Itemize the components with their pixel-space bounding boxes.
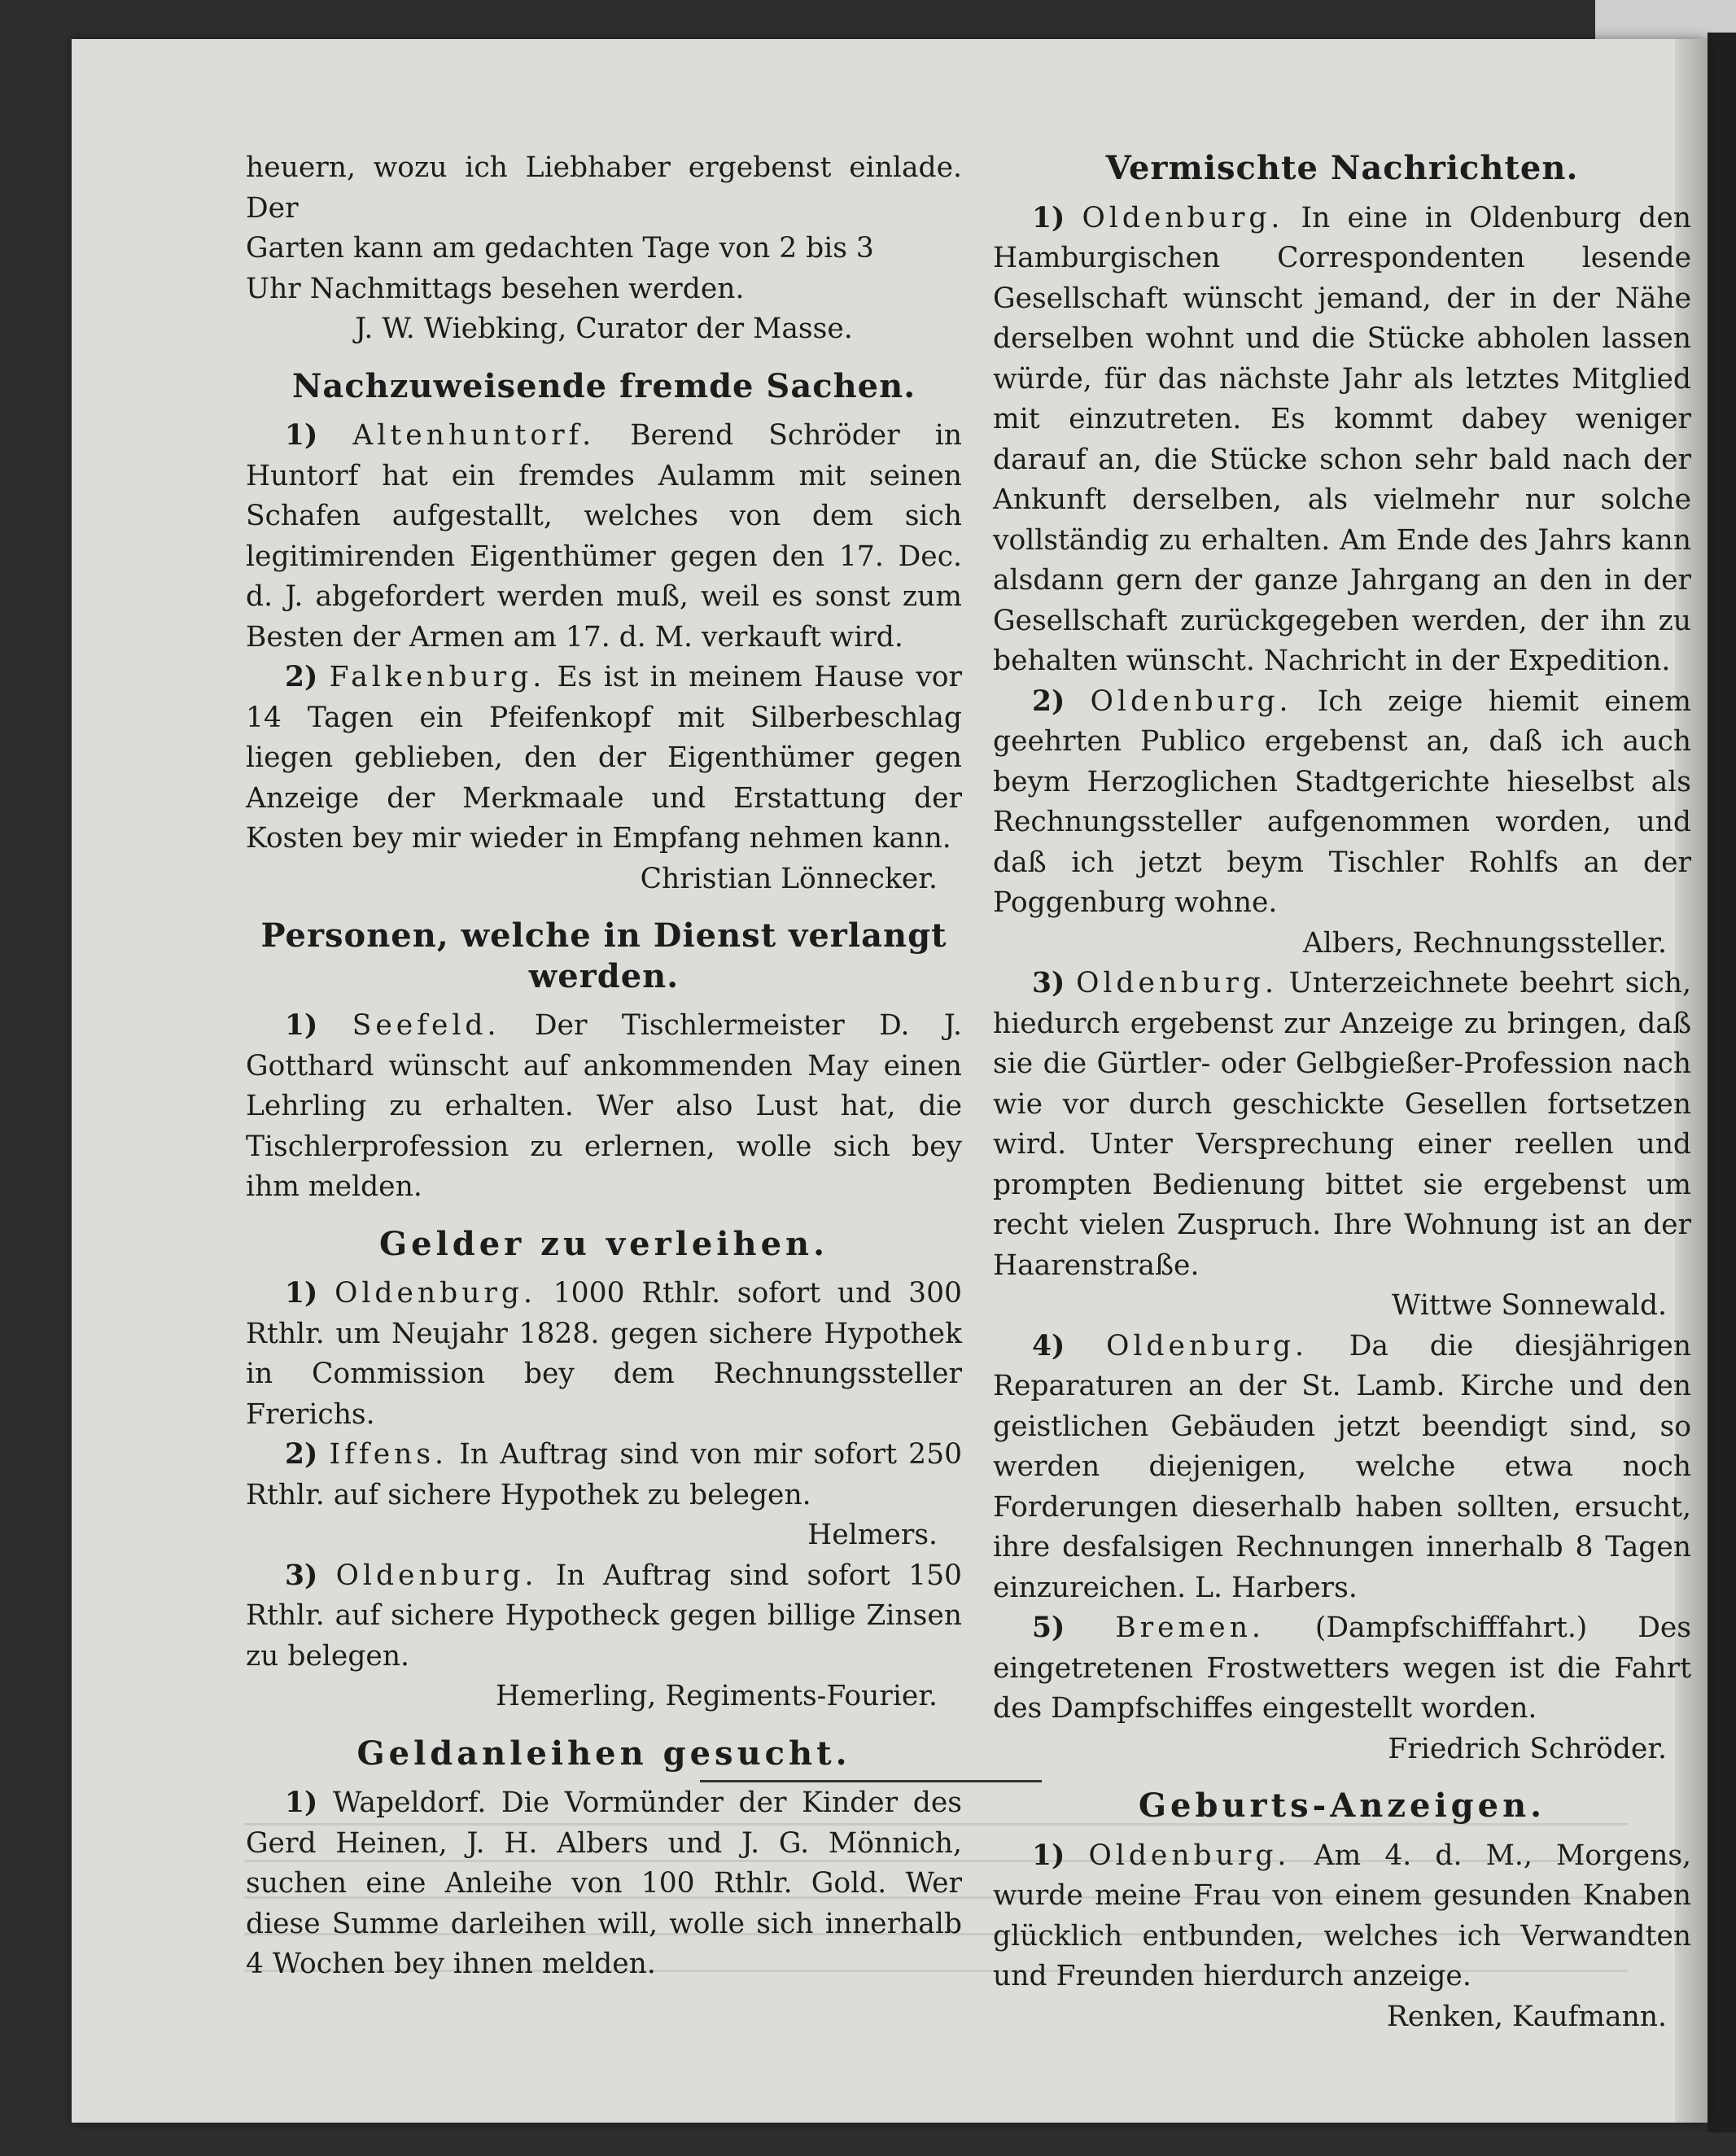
item-signature: L. Harbers. xyxy=(1195,1571,1358,1604)
notice-item xyxy=(993,1608,1691,1730)
item-place: Oldenburg. xyxy=(335,1277,536,1310)
notice-item xyxy=(993,682,1691,924)
item-place: Oldenburg. xyxy=(1090,684,1292,718)
item-place: Oldenburg. xyxy=(1082,201,1284,234)
item-number: 3) xyxy=(1032,967,1065,999)
section-heading: Gelder zu verleihen. xyxy=(378,1224,829,1263)
bleed-through-text xyxy=(244,1823,1628,2067)
notice-item xyxy=(246,1006,962,1208)
item-text: Am 4. d. M., Morgens, wurde meine Frau von einem gesunden Knaben glücklich entbunden, welches ich Verwandten und Freunden hierdurch anzeige. xyxy=(993,1839,1691,1992)
item-text: Der Tischlermeister D. J. Gotthard wünscht auf ankommenden May einen Lehrling zu erhalten. Wer also Lust hat, die Tischlerprofession zu erlernen, wolle sich bey ihm melden. xyxy=(246,1009,962,1203)
item-place: Oldenburg. xyxy=(1106,1329,1308,1362)
left-column xyxy=(246,148,962,1985)
notice-item xyxy=(246,1556,962,1677)
item-signature: Wittwe Sonnewald. xyxy=(1392,1289,1667,1322)
item-place: Altenhuntorf. xyxy=(352,419,596,452)
notice-item xyxy=(246,416,962,658)
notice-item xyxy=(246,658,962,859)
section-heading: Vermischte Nachrichten. xyxy=(1105,149,1579,187)
notice-item xyxy=(993,199,1691,682)
closing-rule xyxy=(700,1780,1042,1782)
item-text: In Auftrag sind von mir sofort 250 Rthlr. auf sichere Hypothek zu belegen. xyxy=(246,1438,963,1511)
item-number: 3) xyxy=(285,1559,318,1592)
right-column xyxy=(993,148,1691,2037)
item-number: 5) xyxy=(1032,1612,1065,1644)
item-text: Berend Schröder in Huntorf hat ein fremdes Aulamm mit seinen Schafen aufgestallt, welches von dem sich legitimirenden Eigenthümer gegen den 17. Dec. d. J. abgefordert werden muß, weil es sonst zum Besten der Armen am 17. d. M. verkauft wird. xyxy=(246,419,963,654)
item-signature: Christian Lönnecker. xyxy=(640,862,938,895)
item-place: Oldenburg. xyxy=(1076,967,1278,999)
item-text: In Auftrag sind sofort 150 Rthlr. auf sichere Hypotheck gegen billige Zinsen zu belegen. xyxy=(246,1559,963,1673)
item-number: 2) xyxy=(285,661,318,693)
item-text: Unterzeichnete beehrt sich, hiedurch ergebenst zur Anzeige zu bringen, daß sie die Gürtler- oder Gelbgießer-Profession nach wie vor durch geschickte Gesellen fortsetzen wird. Unter Versprechung einer reellen und prompten Bedienung bittet sie ergebenst um recht vielen Zuspruch. Ihre Wohnung ist an der Haarenstraße. xyxy=(993,967,1691,1282)
item-place: Iffens. xyxy=(329,1438,448,1471)
item-number: 1) xyxy=(285,419,318,452)
item-text: In eine in Oldenburg den Hamburgischen Correspondenten lesende Gesellschaft wünscht jemand, der in der Nähe derselben wohnt und die Stücke abholen lassen würde, für das nächste Jahr als letztes Mitglied mit einzutreten. Es kommt dabey weniger darauf an, die Stücke schon sehr bald nach der Ankunft derselben, als vielmehr nur solche vollständig zu erhalten. Am Ende des Jahrs kann alsdann gern der ganze Jahrgang an den in der Gesellschaft zurückgegeben werden, der ihn zu behalten wünscht. Nachricht in der Expedition. xyxy=(993,201,1691,677)
item-signature: Friedrich Schröder. xyxy=(1388,1732,1667,1765)
item-place: Falkenburg. xyxy=(329,661,546,693)
item-signature: Hemerling, Regiments-Fourier. xyxy=(495,1680,938,1712)
item-number: 1) xyxy=(285,1277,318,1310)
section-heading: Geldanleihen gesucht. xyxy=(356,1734,851,1773)
intro-line: heuern, wozu ich Liebhaber ergebenst einlade. Der xyxy=(246,151,962,225)
notice-item xyxy=(246,1274,962,1435)
item-signature: Albers, Rechnungssteller. xyxy=(1302,926,1667,960)
item-signature: Helmers. xyxy=(807,1519,938,1551)
item-place: Oldenburg. xyxy=(335,1559,538,1592)
notice-item xyxy=(993,1327,1691,1609)
intro-line: Uhr Nachmittags besehen werden. xyxy=(246,272,745,305)
item-number: 2) xyxy=(285,1438,318,1471)
item-number: 1) xyxy=(285,1009,318,1042)
notice-item xyxy=(246,1435,962,1515)
item-text: Die Vormünder der Kinder des Gerd Heinen, J. H. Albers und J. G. Mönnich, suchen eine Anleihe von 100 Rthlr. Gold. Wer diese Summe darleihen will, wolle sich innerhalb 4 Wochen bey ihnen melden. xyxy=(246,1786,962,1980)
item-text: 1000 Rthlr. sofort und 300 Rthlr. um Neujahr 1828. gegen sichere Hypothek in Commission bey dem Rechnungssteller Frerichs. xyxy=(246,1277,963,1431)
item-number: 1) xyxy=(1032,1839,1065,1872)
section-heading: Nachzuweisende fremde Sachen. xyxy=(291,366,916,405)
item-place: Wapeldorf. xyxy=(332,1786,487,1819)
item-place: Seefeld. xyxy=(352,1009,501,1042)
item-number: 1) xyxy=(1032,201,1065,234)
notice-item xyxy=(993,964,1691,1286)
intro-signature: J. W. Wiebking, Curator der Masse. xyxy=(355,313,853,345)
item-number: 2) xyxy=(1032,684,1065,718)
item-text: Ich zeige hiemit einem geehrten Publico ergebenst an, daß ich auch beym Herzoglichen Stadtgerichte hieselbst als Rechnungssteller aufgenommen worden, und daß ich jetzt beym Tischler Rohlfs an der Poggenburg wohne. xyxy=(993,684,1691,919)
item-place: Oldenburg. xyxy=(1088,1839,1291,1872)
section-heading: Personen, welche in Dienst verlangt werden. xyxy=(260,916,947,995)
item-place: Bremen. xyxy=(1115,1612,1265,1644)
intro-line: Garten kann am gedachten Tage von 2 bis 3 xyxy=(246,232,874,265)
item-text: Da die diesjährigen Reparaturen an der St. Lamb. Kirche und den geistlichen Gebäuden jetzt beendigt sind, so werden diejenigen, welche etwa noch Forderungen dieserhalb haben sollten, ersucht, ihre desfalsigen Rechnungen innerhalb 8 Tagen einzureichen. xyxy=(993,1329,1692,1604)
item-text: (Dampfschifffahrt.) Des eingetretenen Frostwetters wegen ist die Fahrt des Dampfschiffes eingestellt worden. xyxy=(993,1612,1692,1725)
item-signature: Renken, Kaufmann. xyxy=(1386,2000,1667,2033)
page-gutter xyxy=(1708,33,1736,2132)
item-number: 1) xyxy=(285,1786,318,1819)
item-text: Es ist in meinem Hause vor 14 Tagen ein Pfeifenkopf mit Silberbeschlag liegen geblieben, den der Eigenthümer gegen Anzeige der Merkmaale und Erstattung der Kosten bey mir wieder in Empfang nehmen kann. xyxy=(246,661,963,855)
section-heading: Geburts-Anzeigen. xyxy=(1138,1786,1546,1825)
item-number: 4) xyxy=(1032,1329,1065,1362)
